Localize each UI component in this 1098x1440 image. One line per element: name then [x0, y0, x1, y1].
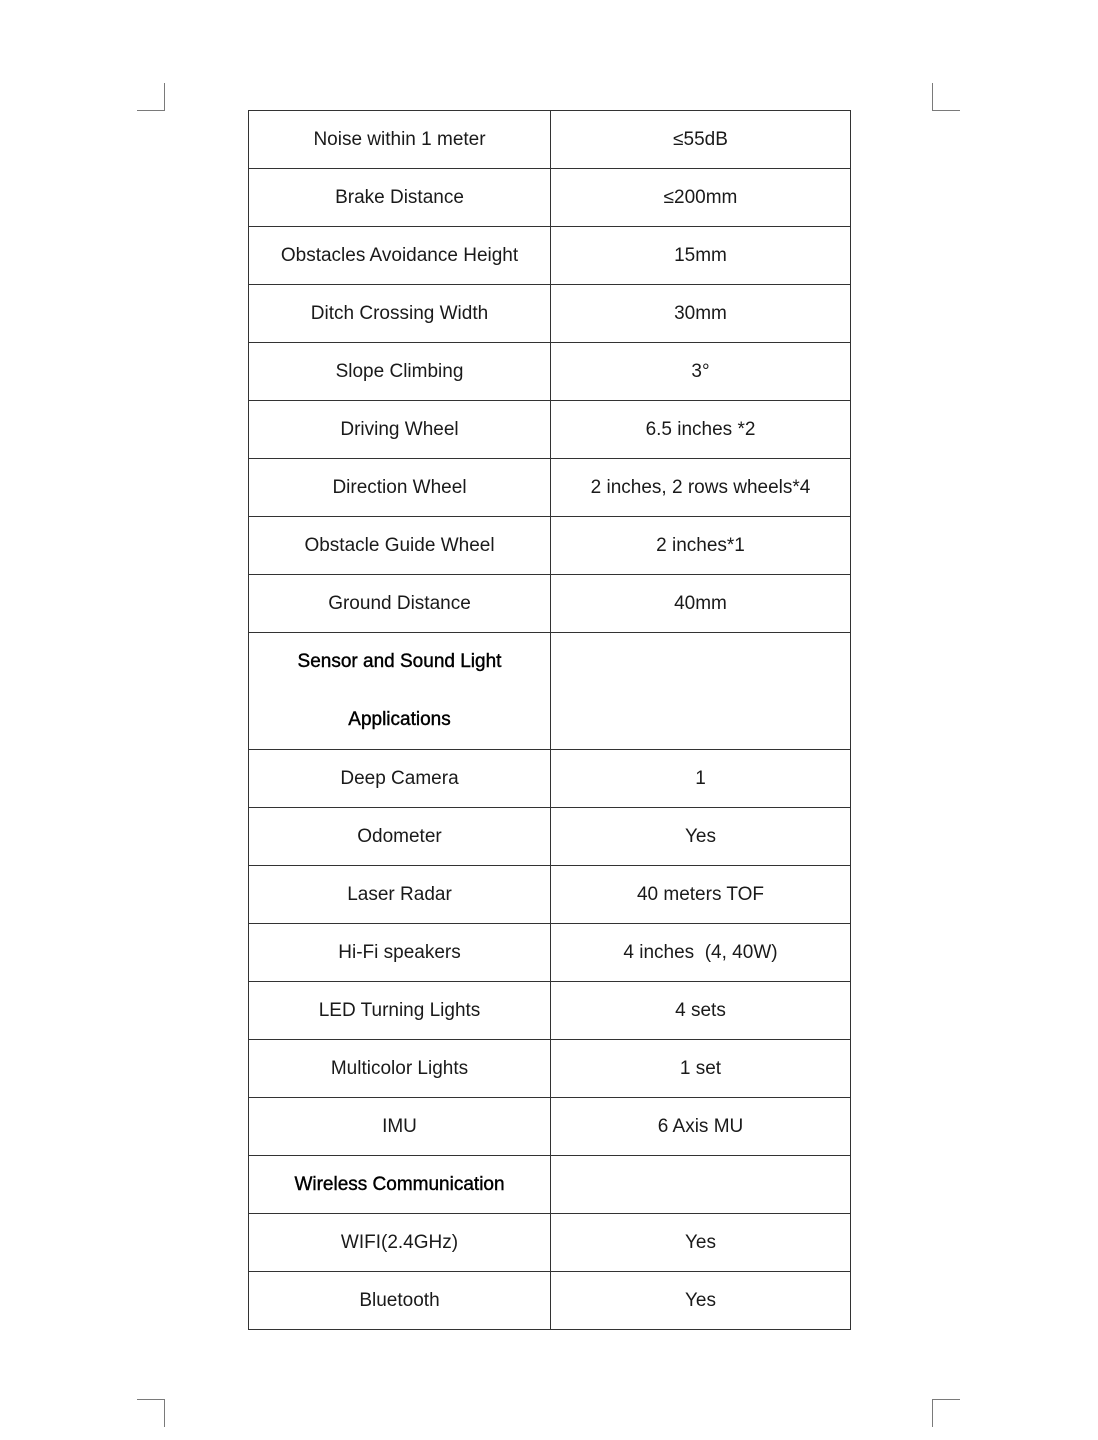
table-row — [249, 343, 851, 401]
table-row — [249, 1040, 851, 1098]
spec-value: 4 inches (4, 40W) — [551, 924, 851, 982]
table-row — [249, 750, 851, 808]
spec-value — [551, 633, 851, 750]
spec-value: 40 meters TOF — [551, 866, 851, 924]
table-row — [249, 111, 851, 169]
spec-label: LED Turning Lights — [249, 982, 551, 1040]
spec-value: Yes — [551, 1214, 851, 1272]
table-row — [249, 982, 851, 1040]
spec-label: Direction Wheel — [249, 459, 551, 517]
spec-label: Deep Camera — [249, 750, 551, 808]
section-header-row — [249, 1156, 851, 1214]
spec-value: 4 sets — [551, 982, 851, 1040]
section-title: Wireless Communication — [249, 1156, 551, 1214]
spec-value: 15mm — [551, 227, 851, 285]
table-row — [249, 808, 851, 866]
crop-mark-bottom-right — [932, 1399, 960, 1427]
table-row — [249, 866, 851, 924]
spec-value: 6.5 inches *2 — [551, 401, 851, 459]
crop-mark-top-left — [137, 83, 165, 111]
table-row — [249, 1214, 851, 1272]
table-row — [249, 401, 851, 459]
spec-label: Laser Radar — [249, 866, 551, 924]
spec-label: Ditch Crossing Width — [249, 285, 551, 343]
crop-mark-top-right — [932, 83, 960, 111]
crop-mark-bottom-left — [137, 1399, 165, 1427]
table-row — [249, 517, 851, 575]
section-title — [249, 633, 551, 750]
spec-value: ≤200mm — [551, 169, 851, 227]
spec-value: 3° — [551, 343, 851, 401]
spec-value: 2 inches*1 — [551, 517, 851, 575]
spec-value: Yes — [551, 808, 851, 866]
table-row — [249, 459, 851, 517]
spec-value: Yes — [551, 1272, 851, 1330]
spec-value: 40mm — [551, 575, 851, 633]
table-row — [249, 1272, 851, 1330]
spec-label: IMU — [249, 1098, 551, 1156]
spec-label: Noise within 1 meter — [249, 111, 551, 169]
section-header-row — [249, 633, 851, 750]
spec-label: Ground Distance — [249, 575, 551, 633]
spec-label: Odometer — [249, 808, 551, 866]
spec-label: Multicolor Lights — [249, 1040, 551, 1098]
spec-label: Hi-Fi speakers — [249, 924, 551, 982]
spec-table — [248, 110, 851, 1330]
spec-label: Slope Climbing — [249, 343, 551, 401]
spec-value: 30mm — [551, 285, 851, 343]
table-row — [249, 924, 851, 982]
spec-value — [551, 1156, 851, 1214]
spec-value: 2 inches, 2 rows wheels*4 — [551, 459, 851, 517]
table-row — [249, 575, 851, 633]
spec-label: Obstacle Guide Wheel — [249, 517, 551, 575]
spec-label: WIFI(2.4GHz) — [249, 1214, 551, 1272]
spec-label: Driving Wheel — [249, 401, 551, 459]
spec-label: Brake Distance — [249, 169, 551, 227]
section-title-text: Sensor and Sound Light Applications — [297, 651, 502, 730]
spec-label: Obstacles Avoidance Height — [249, 227, 551, 285]
table-row — [249, 285, 851, 343]
spec-value: 1 set — [551, 1040, 851, 1098]
table-row — [249, 169, 851, 227]
spec-value: 1 — [551, 750, 851, 808]
spec-value: ≤55dB — [551, 111, 851, 169]
table-row — [249, 1098, 851, 1156]
spec-value: 6 Axis MU — [551, 1098, 851, 1156]
table-row — [249, 227, 851, 285]
spec-label: Bluetooth — [249, 1272, 551, 1330]
